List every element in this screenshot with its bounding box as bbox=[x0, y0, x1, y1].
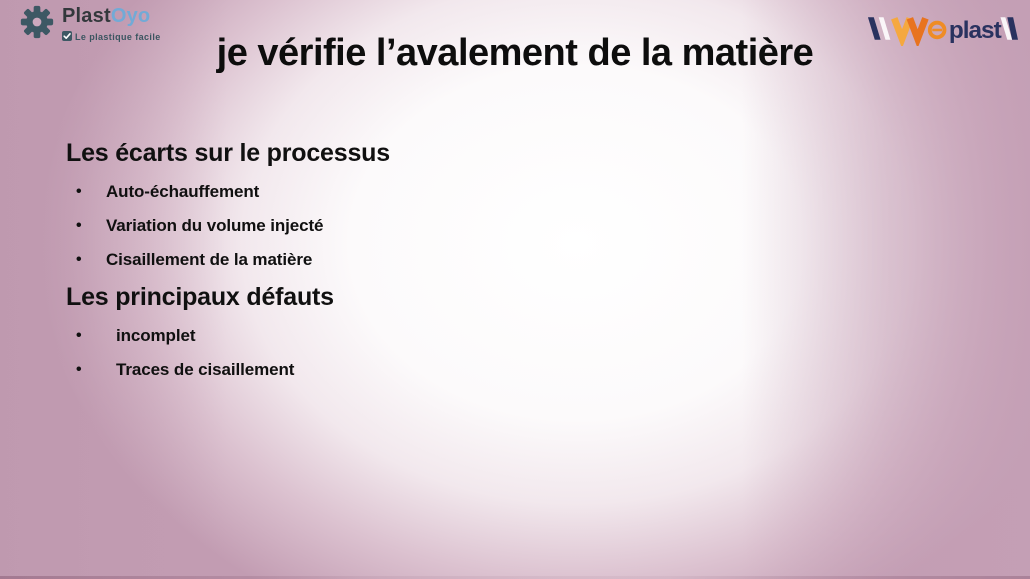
bullet-item bbox=[66, 243, 686, 277]
bullet-list-process bbox=[66, 175, 686, 277]
bullet-label: Traces de cisaillement bbox=[116, 360, 295, 379]
bullet-label: Auto-échauffement bbox=[106, 182, 260, 201]
plastoyo-tagline: Le plastique facile bbox=[75, 32, 161, 42]
plastoyo-wordmark-dark: Plast bbox=[62, 5, 111, 27]
plastoyo-wordmark bbox=[62, 6, 161, 27]
bullet-label: Variation du volume injecté bbox=[106, 216, 324, 235]
slide-body bbox=[66, 138, 686, 392]
bullet-item bbox=[66, 353, 686, 387]
bullet-icon: • bbox=[76, 327, 82, 344]
slide-title: je vérifie l’avalement de la matière bbox=[216, 32, 814, 74]
bullet-item bbox=[66, 175, 686, 209]
bullet-list-defects bbox=[66, 319, 686, 387]
bullet-icon: • bbox=[76, 251, 82, 268]
bullet-icon: • bbox=[76, 361, 82, 378]
bullet-item bbox=[66, 319, 686, 353]
section-heading-process: Les écarts sur le processus bbox=[66, 139, 390, 167]
weplast-wordmark: plast bbox=[948, 16, 1001, 44]
bullet-icon: • bbox=[76, 183, 82, 200]
plastoyo-wordmark-blue: Oyo bbox=[110, 5, 151, 27]
bullet-label: incomplet bbox=[116, 326, 196, 345]
bullet-item bbox=[66, 209, 686, 243]
bullet-label: Cisaillement de la matière bbox=[106, 250, 313, 269]
section-heading-defects: Les principaux défauts bbox=[66, 283, 334, 311]
bullet-icon: • bbox=[76, 217, 82, 234]
